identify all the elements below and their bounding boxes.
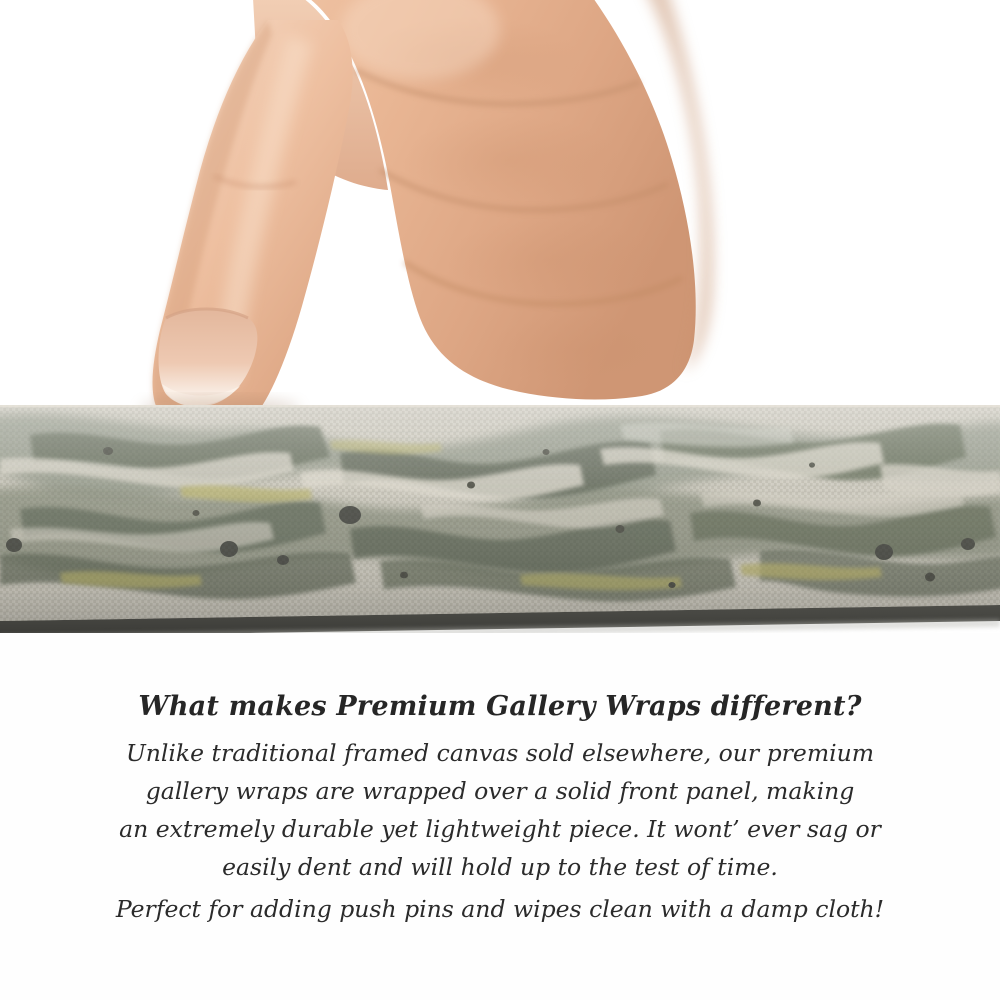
caption-line-3: an extremely durable yet lightweight piece. It wont’ ever sag or: [119, 814, 881, 843]
caption-headline: What makes Premium Gallery Wraps different?: [138, 691, 862, 722]
caption-line-4: easily dent and will hold up to the test of time.: [222, 852, 778, 881]
canvas-edge-illustration: [0, 405, 1000, 633]
caption-block: [0, 690, 1000, 928]
caption-line-2: gallery wraps are wrapped over a solid front panel, making: [145, 776, 855, 805]
canvas-face: [0, 405, 1000, 633]
knuckle-shade-2: [400, 116, 620, 204]
caption-closing-line: Perfect for adding push pins and wipes clean with a damp cloth!: [115, 895, 885, 923]
wrap-top-highlight: [0, 405, 1000, 408]
canvas-edge-strip: [0, 405, 1000, 633]
knuckle-shade-3: [445, 218, 655, 302]
hand-illustration: [0, 0, 1000, 420]
knuckle-shade-4: [485, 314, 675, 386]
caption-line-1: Unlike traditional framed canvas sold elsewhere, our premium: [125, 738, 875, 767]
hand-photo-region: [0, 0, 1000, 420]
